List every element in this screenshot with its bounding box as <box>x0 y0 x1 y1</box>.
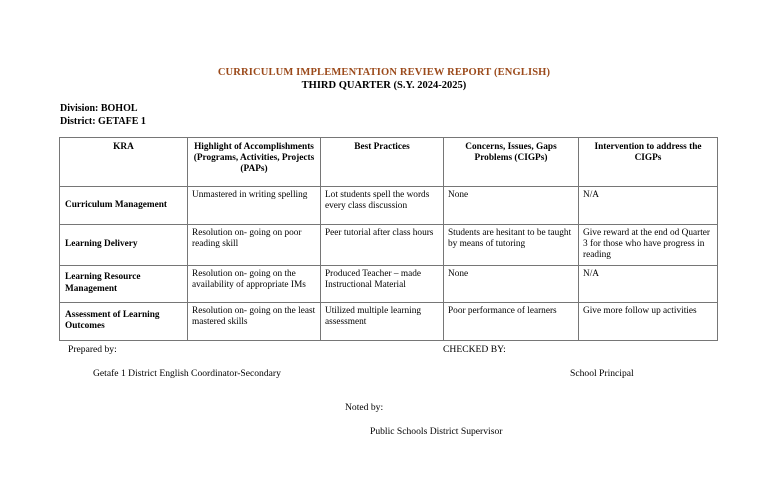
noted-by-title: Public Schools District Supervisor <box>370 426 503 437</box>
cell-intervention: Give reward at the end od Quarter 3 for those who have progress in reading <box>579 225 718 266</box>
table-header-row <box>60 138 718 187</box>
cell-best-practices: Produced Teacher – made Instructional Material <box>321 265 444 302</box>
column-header-best-practices: Best Practices <box>321 138 444 187</box>
cell-best-practices: Peer tutorial after class hours <box>321 225 444 266</box>
noted-by-label: Noted by: <box>345 402 384 413</box>
cell-cigps: None <box>444 265 579 302</box>
cell-kra: Curriculum Management <box>60 187 188 225</box>
column-header-cigps: Concerns, Issues, Gaps Problems (CIGPs) <box>444 138 579 187</box>
table-row <box>60 265 718 302</box>
cell-cigps: None <box>444 187 579 225</box>
cell-best-practices: Utilized multiple learning assessment <box>321 302 444 340</box>
cell-highlight: Resolution on- going on poor reading skill <box>188 225 321 266</box>
checked-by-title: School Principal <box>570 368 634 379</box>
report-meta <box>60 103 146 128</box>
page-subtitle: THIRD QUARTER (S.Y. 2024-2025) <box>301 80 467 91</box>
column-header-intervention: Intervention to address the CIGPs <box>579 138 718 187</box>
cell-intervention: N/A <box>579 265 718 302</box>
cell-highlight: Resolution on- going on the least mastered skills <box>188 302 321 340</box>
cell-highlight: Unmastered in writing spelling <box>188 187 321 225</box>
cell-highlight: Resolution on- going on the availability of appropriate IMs <box>188 265 321 302</box>
column-header-kra: KRA <box>60 138 188 187</box>
cell-cigps: Students are hesitant to be taught by means of tutoring <box>444 225 579 266</box>
division-label: Division: BOHOL <box>60 103 138 114</box>
cell-intervention: N/A <box>579 187 718 225</box>
cell-kra: Learning Resource Management <box>60 265 188 302</box>
cell-cigps: Poor performance of learners <box>444 302 579 340</box>
cell-kra: Assessment of Learning Outcomes <box>60 302 188 340</box>
cell-best-practices: Lot students spell the words every class discussion <box>321 187 444 225</box>
checked-by-label: CHECKED BY: <box>443 344 506 355</box>
prepared-by-label: Prepared by: <box>68 344 117 355</box>
district-label: District: GETAFE 1 <box>60 115 146 127</box>
table-row <box>60 225 718 266</box>
cell-intervention: Give more follow up activities <box>579 302 718 340</box>
table-row <box>60 302 718 340</box>
table-row <box>60 187 718 225</box>
prepared-by-title: Getafe 1 District English Coordinator-Secondary <box>93 368 281 379</box>
page-title: CURRICULUM IMPLEMENTATION REVIEW REPORT (ENGLISH) <box>217 67 551 78</box>
kra-review-table <box>59 137 718 341</box>
cell-kra: Learning Delivery <box>60 225 188 266</box>
column-header-highlight: Highlight of Accomplishments (Programs, Activities, Projects (PAPs) <box>188 138 321 187</box>
